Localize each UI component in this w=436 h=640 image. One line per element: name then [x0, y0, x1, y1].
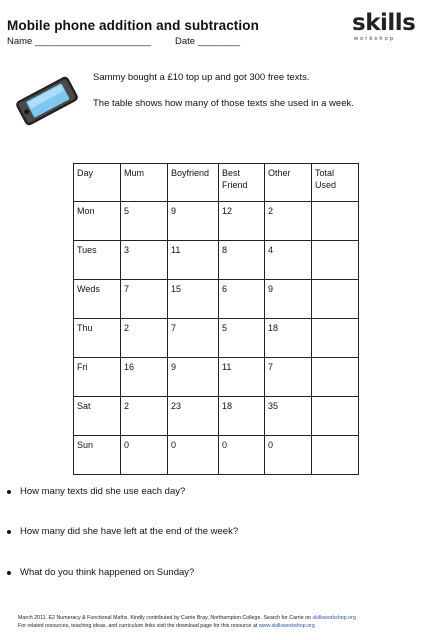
intro-text-1: Sammy bought a £10 top up and got 300 free texts. — [93, 72, 310, 83]
name-field-label: Name ______________________ — [7, 36, 152, 47]
table-header-row — [74, 164, 359, 202]
count-cell: 15 — [168, 280, 219, 319]
skills-workshop-logo — [350, 6, 414, 44]
count-cell: 0 — [265, 436, 312, 475]
table-header-cell: Boyfriend — [168, 164, 219, 202]
count-cell: 9 — [168, 358, 219, 397]
count-cell: 9 — [168, 202, 219, 241]
table-row — [74, 397, 359, 436]
count-cell — [312, 397, 359, 436]
bullet-icon — [7, 571, 11, 575]
logo-subtitle: workshop — [354, 36, 396, 42]
count-cell — [312, 436, 359, 475]
count-cell — [312, 280, 359, 319]
question-2 — [20, 526, 238, 537]
table-row — [74, 358, 359, 397]
count-cell: 35 — [265, 397, 312, 436]
count-cell: 11 — [219, 358, 265, 397]
count-cell: 7 — [168, 319, 219, 358]
table-header-cell: Best Friend — [219, 164, 265, 202]
count-cell: 0 — [219, 436, 265, 475]
day-cell: Sat — [74, 397, 121, 436]
date-field-label: Date ________ — [175, 36, 240, 47]
logo-word: skills — [352, 10, 416, 36]
count-cell: 2 — [265, 202, 312, 241]
table-row — [74, 436, 359, 475]
count-cell — [312, 319, 359, 358]
day-cell: Mon — [74, 202, 121, 241]
table-header-cell: Day — [74, 164, 121, 202]
day-cell: Thu — [74, 319, 121, 358]
count-cell: 7 — [265, 358, 312, 397]
question-text: What do you think happened on Sunday? — [20, 567, 195, 578]
bullet-icon — [7, 530, 11, 534]
count-cell: 8 — [219, 241, 265, 280]
count-cell: 6 — [219, 280, 265, 319]
count-cell: 2 — [121, 397, 168, 436]
count-cell: 18 — [219, 397, 265, 436]
table-header-cell: Other — [265, 164, 312, 202]
page-title: Mobile phone addition and subtraction — [7, 18, 259, 33]
count-cell: 3 — [121, 241, 168, 280]
footer-link[interactable]: skillsworkshop.org — [312, 615, 356, 621]
count-cell — [312, 358, 359, 397]
intro-text-2: The table shows how many of those texts she used in a week. — [93, 98, 354, 109]
count-cell: 16 — [121, 358, 168, 397]
footer-line-2 — [18, 622, 356, 630]
day-cell: Tues — [74, 241, 121, 280]
count-cell: 4 — [265, 241, 312, 280]
count-cell — [312, 241, 359, 280]
question-text: How many did she have left at the end of the week? — [20, 526, 239, 537]
footer-text: March 2011. E2 Numeracy & Functional Maths. Kindly contributed by Carrie Bray, Northampton College. Search for Carrie on — [18, 615, 313, 621]
footer-link[interactable]: www.skillsworkshop.org — [258, 623, 315, 629]
count-cell: 7 — [121, 280, 168, 319]
table-header-cell: Total Used — [312, 164, 359, 202]
table-row — [74, 319, 359, 358]
table-row — [74, 202, 359, 241]
texts-table — [73, 163, 359, 475]
count-cell: 5 — [219, 319, 265, 358]
table-row — [74, 280, 359, 319]
table-header-cell: Mum — [121, 164, 168, 202]
day-cell: Sun — [74, 436, 121, 475]
footer — [18, 614, 356, 630]
count-cell: 12 — [219, 202, 265, 241]
footer-text: For related resources, teaching ideas, and curriculum links visit the download page for this resource at — [18, 623, 259, 629]
count-cell: 18 — [265, 319, 312, 358]
count-cell: 0 — [168, 436, 219, 475]
count-cell: 11 — [168, 241, 219, 280]
count-cell: 23 — [168, 397, 219, 436]
count-cell: 0 — [121, 436, 168, 475]
table-row — [74, 241, 359, 280]
footer-line-1 — [18, 614, 356, 622]
question-1 — [20, 486, 185, 497]
day-cell: Fri — [74, 358, 121, 397]
count-cell: 5 — [121, 202, 168, 241]
day-cell: Weds — [74, 280, 121, 319]
mobile-phone-icon — [14, 76, 80, 126]
count-cell — [312, 202, 359, 241]
question-text: How many texts did she use each day? — [20, 486, 186, 497]
count-cell: 9 — [265, 280, 312, 319]
bullet-icon — [7, 490, 11, 494]
count-cell: 2 — [121, 319, 168, 358]
question-3 — [20, 567, 194, 578]
